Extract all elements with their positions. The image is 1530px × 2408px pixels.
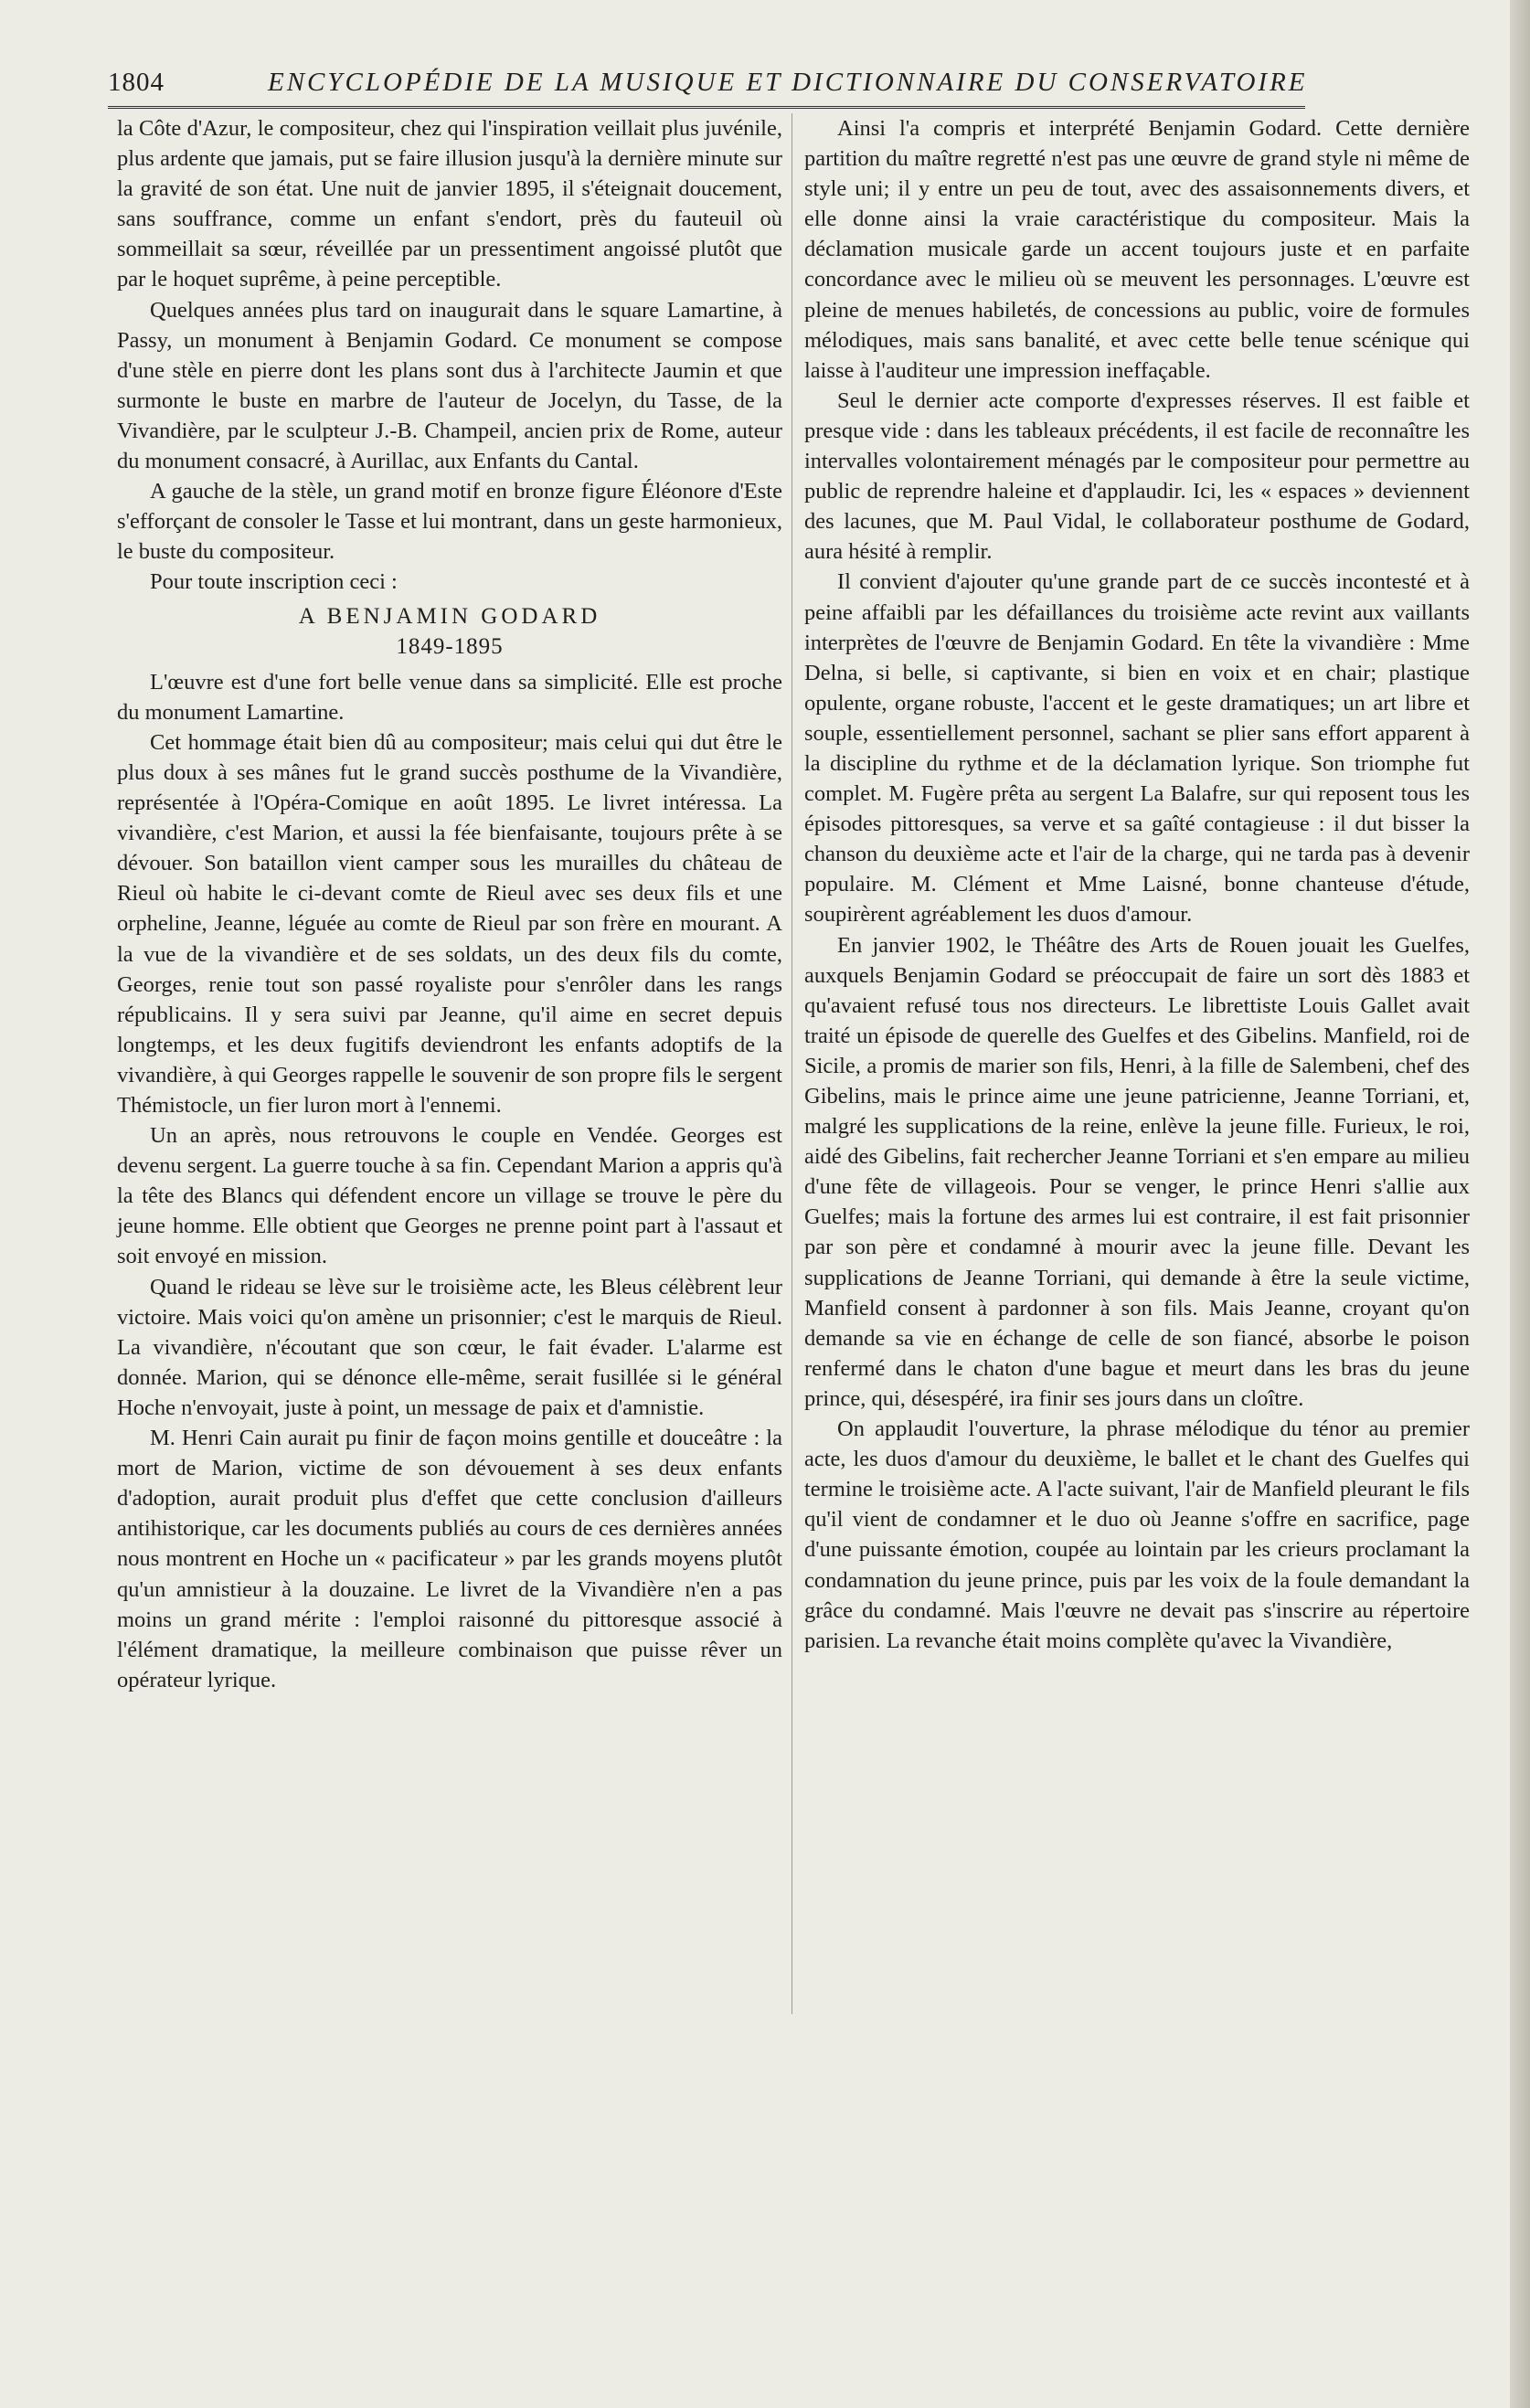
left-column — [117, 113, 782, 1695]
paragraph: On applaudit l'ouverture, la phrase mélodique du ténor au premier acte, les duos d'amour du deuxième, le ballet et le chant des Guelfes qui termine le troisième acte. A l'acte suivant, l'air de Manfield pleurant le fils qu'il vient de condamner et le duo où Jeanne s'offre en sacrifice, page d'une puissante émotion, coupée au lointain par les crieurs proclamant la condamnation du jeune prince, puis par les voix de la foule demandant la grâce du condamné. Mais l'œuvre ne devait pas s'inscrire au répertoire parisien. La revanche était moins complète qu'avec la Vivandière, — [804, 1416, 1470, 1653]
paragraph: En janvier 1902, le Théâtre des Arts de Rouen jouait les Guelfes, auxquels Benjamin Godard se préoccupait de faire un sort dès 1883 et qu'avaient refusé tous nos directeurs. Le librettiste Louis Gallet avait traité un épisode de querelle des Guelfes et des Gibelins. Manfield, roi de Sicile, a promis de marier son fils, Henri, à la fille de Salembeni, chef des Gibelins, mais le prince aime une jeune patricienne, Jeanne Torriani, et, malgré les supplications de la reine, enlève la jeune fille. Furieux, le roi, aidé des Gibelins, fait rechercher Jeanne Torriani et s'en empare au milieu d'une fête de villageois. Pour se venger, le prince Henri s'allie aux Guelfes; mais la fortune des armes lui est contraire, il est fait prisonnier par son père et condamné à mourir avec la jeune fille. Devant les supplications de Jeanne Torriani, qui demande à être la seule victime, Manfield consent à pardonner à son fils. Mais Jeanne, croyant qu'on demande sa vie en échange de celle de son fiancé, absorbe le poison renfermé dans le chaton d'une bague et meurt dans les bras du jeune prince, qui, désespéré, ira finir ses jours dans un cloître. — [804, 932, 1470, 1411]
paragraph: Pour toute inscription ceci : — [150, 569, 398, 595]
right-column — [804, 113, 1470, 1656]
paragraph: Ainsi l'a compris et interprété Benjamin Godard. Cette dernière partition du maître regretté n'est pas une œuvre de grand style ni même de style uni; il y entre un peu de tout, avec des assaisonnements divers, et elle donne ainsi la vraie caractéristique du compositeur. Mais la déclamation musicale garde un accent toujours juste et en parfaite concordance avec le milieu où se meuvent les personnages. L'œuvre est pleine de menues habiletés, de concessions au public, voire de formules mélodiques, mais sans banalité, et avec cette belle tenue scénique qui laisse à l'auditeur une impression ineffaçable. — [804, 116, 1470, 383]
paragraph: M. Henri Cain aurait pu finir de façon moins gentille et douceâtre : la mort de Marion, victime de son dévouement à ses deux enfants d'adoption, aurait produit plus d'effet que cette conclusion d'ailleurs antihistorique, car les documents publiés au cours de ces dernières années nous montrent en Hoche un « pacificateur » par les grands moyens plutôt qu'un amnistieur à la douzaine. Le livret de la Vivandière n'en a pas moins un grand mérite : l'emploi raisonné du pittoresque associé à l'élément dramatique, la meilleure combinaison que puisse rêver un opérateur lyrique. — [117, 1426, 782, 1692]
paragraph: Quelques années plus tard on inaugurait dans le square Lamartine, à Passy, un monument à Benjamin Godard. Ce monument se compose d'une stèle en pierre dont les plans sont dus à l'architecte Jaumin et que surmonte le buste en marbre de l'auteur de Jocelyn, du Tasse, de la Vivandière, par le sculpteur J.-B. Champeil, ancien prix de Rome, auteur du monument consacré, à Aurillac, aux Enfants du Cantal. — [117, 297, 782, 474]
paragraph: Il convient d'ajouter qu'une grande part de ce succès incontesté et à peine affaibli par les défaillances du troisième acte revint aux vaillants interprètes de l'œuvre de Benjamin Godard. En tête la vivandière : Mme Delna, si belle, si captivante, si bien en voix et en chair; plastique opulente, organe robuste, l'accent et le geste dramatiques; un art libre et souple, essentiellement personnel, sachant se plier sans effort apparent à la discipline du rythme et de la déclamation lyrique. Son triomphe fut complet. M. Fugère prêta au sergent La Balafre, sur qui reposent tous les épisodes pittoresques, sa verve et sa gaîté contagieuse : il dut bisser la chanson du deuxième acte et l'air de la charge, qui ne tarda pas à devenir populaire. M. Clément et Mme Laisné, bonne chanteuse d'étude, soupirèrent agréablement les duos d'amour. — [804, 569, 1470, 928]
inscription-name: A BENJAMIN GODARD — [298, 603, 601, 629]
page-header — [108, 66, 1308, 109]
page-edge — [1510, 0, 1530, 2408]
paragraph: Un an après, nous retrouvons le couple en Vendée. Georges est devenu sergent. La guerre touche à sa fin. Cependant Marion a appris qu'à la tête des Blancs qui défendent encore un village se trouve le père du jeune homme. Elle obtient que Georges ne prenne point part à l'assaut et soit envoyé en mission. — [117, 1123, 782, 1269]
paragraph: A gauche de la stèle, un grand motif en bronze figure Éléonore d'Este s'efforçant de consoler le Tasse et lui montrant, dans un geste harmonieux, le buste du compositeur. — [117, 479, 782, 565]
paragraph: Quand le rideau se lève sur le troisième acte, les Bleus célèbrent leur victoire. Mais voici qu'on amène un prisonnier; c'est le marquis de Rieul. La vivandière, n'écoutant que son cœur, le fait évader. L'alarme est donnée. Marion, qui se dénonce elle-même, serait fusillée si le général Hoche n'envoyait, juste à point, un message de paix et d'amnistie. — [117, 1274, 782, 1420]
page-number: 1804 — [108, 68, 165, 97]
inscription-dates: 1849-1895 — [396, 633, 504, 659]
paragraph: la Côte d'Azur, le compositeur, chez qui l'inspiration veillait plus juvénile, plus ardente que jamais, put se faire illusion jusqu'à la dernière minute sur la gravité de son état. Une nuit de janvier 1895, il s'éteignait doucement, sans souffrance, comme un enfant s'endort, près du fauteuil où sommeillait sa sœur, réveillée par un pressentiment angoissé plutôt que par le hoquet suprême, à peine perceptible. — [117, 116, 782, 292]
paragraph: Cet hommage était bien dû au compositeur; mais celui qui dut être le plus doux à ses mânes fut le grand succès posthume de la Vivandière, représentée à l'Opéra-Comique en août 1895. Le livret intéressa. La vivandière, c'est Marion, et aussi la fée bienfaisante, toujours prête à se dévouer. Son bataillon vient camper sous les murailles du château de Rieul où habite le ci-devant comte de Rieul avec ses deux fils et une orpheline, Jeanne, léguée au comte de Rieul par son frère en mourant. A la vue de la vivandière et de ses soldats, un des deux fils du comte, Georges, renie tout son passé royaliste pour s'enrôler dans les rangs républicains. Il y sera suivi par Jeanne, qu'il aime en secret depuis longtemps, et les deux fugitifs deviendront les enfants adoptifs de la vivandière, à qui Georges rappelle le souvenir de son propre fils le sergent Thémistocle, un fier luron mort à l'ennemi. — [117, 729, 782, 1118]
running-title: ENCYCLOPÉDIE DE LA MUSIQUE ET DICTIONNAIRE DU CONSERVATOIRE — [268, 68, 1308, 97]
inscription — [117, 601, 782, 662]
paragraph: Seul le dernier acte comporte d'expresses réserves. Il est faible et presque vide : dans les tableaux précédents, il est facile de reconnaître les intervalles volontairement ménagés par le compositeur pour permettre au public de reprendre haleine et d'applaudir. Ici, les « espaces » deviennent des lacunes, que M. Paul Vidal, le collaborateur posthume de Godard, aura hésité à remplir. — [804, 387, 1470, 565]
paragraph: L'œuvre est d'une fort belle venue dans sa simplicité. Elle est proche du monument Lamartine. — [117, 669, 782, 725]
